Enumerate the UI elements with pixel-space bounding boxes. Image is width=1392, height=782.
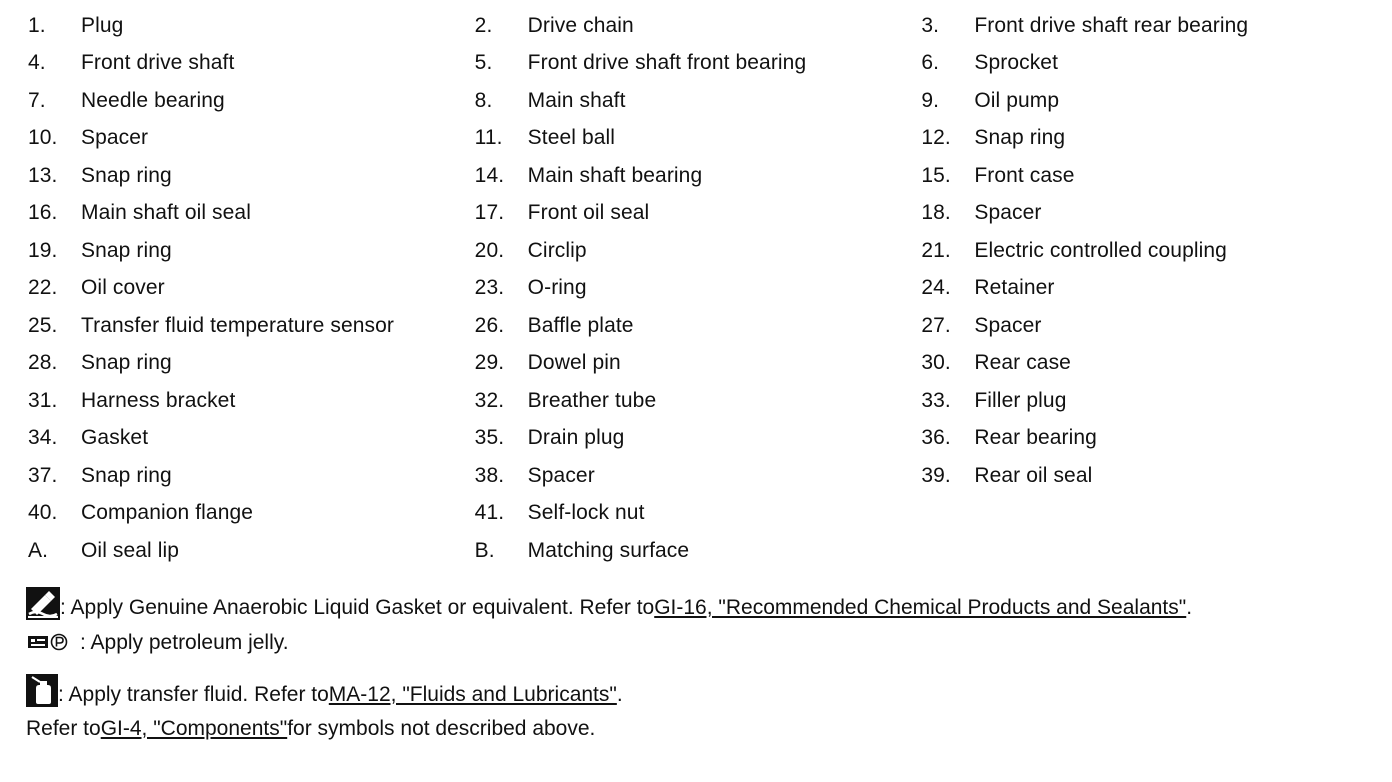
legend-item bbox=[28, 89, 475, 113]
legend-item-label: Front drive shaft rear bearing bbox=[974, 13, 1249, 37]
legend-row bbox=[28, 420, 1368, 458]
legend-item-number: 20. bbox=[474, 238, 505, 262]
legend-item bbox=[28, 201, 475, 225]
legend-item-label: O-ring bbox=[527, 276, 587, 300]
anaerobic-liquid-gasket-icon bbox=[26, 587, 60, 620]
legend-item bbox=[921, 89, 1368, 113]
legend-item-label: Electric controlled coupling bbox=[974, 238, 1227, 262]
legend-item bbox=[475, 276, 922, 300]
legend-item bbox=[921, 276, 1368, 300]
link-ma-12[interactable]: MA-12, "Fluids and Lubricants" bbox=[328, 683, 617, 706]
legend-item bbox=[28, 314, 475, 338]
link-gi-4[interactable]: GI-4, "Components" bbox=[100, 717, 288, 740]
legend-row bbox=[28, 495, 1368, 533]
legend-item-label: Snap ring bbox=[81, 351, 172, 375]
legend-item bbox=[28, 14, 475, 38]
legend-item-number: 35. bbox=[474, 426, 505, 450]
legend-item bbox=[921, 389, 1368, 413]
legend-item bbox=[28, 389, 475, 413]
note-gasket-text: : Apply Genuine Anaerobic Liquid Gasket or equivalent. Refer to bbox=[60, 596, 655, 619]
legend-item bbox=[28, 351, 475, 375]
legend-item bbox=[475, 501, 922, 525]
legend-item-label: Rear oil seal bbox=[974, 463, 1093, 487]
legend-item-label: Rear bearing bbox=[974, 426, 1097, 450]
legend-row bbox=[28, 307, 1368, 345]
legend-item bbox=[921, 126, 1368, 150]
legend-item-number: A. bbox=[28, 538, 49, 562]
legend-item bbox=[475, 89, 922, 113]
symbol-notes bbox=[26, 582, 1366, 741]
legend-item-label: Transfer fluid temperature sensor bbox=[81, 313, 394, 337]
legend-item-number: 12. bbox=[921, 126, 951, 150]
legend-row bbox=[28, 120, 1368, 158]
legend-item-label: Steel ball bbox=[527, 126, 616, 150]
legend-item bbox=[475, 201, 922, 225]
legend-item-number: 9. bbox=[921, 88, 940, 112]
legend-item-number: 38. bbox=[474, 463, 505, 487]
legend-item-number: 22. bbox=[28, 276, 58, 300]
legend-row bbox=[28, 270, 1368, 308]
legend-item bbox=[475, 239, 922, 263]
legend-item-number: 25. bbox=[28, 313, 58, 337]
legend-item-label: Retainer bbox=[974, 276, 1055, 300]
legend-item-label: Oil cover bbox=[81, 276, 165, 300]
note-anaerobic-gasket bbox=[26, 582, 1366, 620]
legend-item-label: Spacer bbox=[974, 201, 1042, 225]
legend-item-number: 23. bbox=[474, 276, 505, 300]
legend-item-number: 13. bbox=[28, 163, 58, 187]
legend-item-number: 14. bbox=[474, 163, 505, 187]
legend-item-label: Front case bbox=[974, 163, 1075, 187]
legend-item-label: Snap ring bbox=[974, 126, 1066, 150]
legend-item-label: Needle bearing bbox=[81, 88, 225, 112]
legend-item-number: 2. bbox=[474, 13, 493, 37]
legend-item bbox=[475, 539, 922, 563]
legend-item-label: Spacer bbox=[974, 313, 1042, 337]
legend-item-number: 15. bbox=[921, 163, 951, 187]
legend-item bbox=[921, 51, 1368, 75]
note-refer-suffix: for symbols not described above. bbox=[287, 717, 596, 740]
legend-item-label: Circlip bbox=[527, 238, 587, 262]
legend-item bbox=[28, 426, 475, 450]
legend-item-label: Rear case bbox=[974, 351, 1071, 375]
legend-item-label: Self-lock nut bbox=[527, 501, 645, 525]
legend-item-number: 8. bbox=[474, 88, 493, 112]
legend-row bbox=[28, 232, 1368, 270]
legend-item-label: Drain plug bbox=[527, 426, 625, 450]
note-refer-prefix: Refer to bbox=[26, 717, 101, 740]
legend-item bbox=[921, 351, 1368, 375]
legend-item bbox=[28, 464, 475, 488]
legend-item-number: 7. bbox=[28, 88, 46, 112]
legend-item-number: 5. bbox=[474, 51, 493, 75]
legend-item-number: 24. bbox=[921, 276, 951, 300]
legend-item-number: 4. bbox=[28, 51, 46, 75]
legend-item-label: Front drive shaft front bearing bbox=[527, 51, 807, 75]
legend-row bbox=[28, 382, 1368, 420]
legend-item-label: Snap ring bbox=[81, 163, 172, 187]
legend-item-label: Drive chain bbox=[527, 13, 634, 37]
legend-item-number: 28. bbox=[28, 351, 58, 375]
note-jelly-text: : Apply petroleum jelly. bbox=[80, 631, 289, 654]
legend-item-label: Plug bbox=[81, 13, 124, 37]
legend-item-label: Dowel pin bbox=[527, 351, 621, 375]
legend-item-label: Harness bracket bbox=[81, 388, 236, 412]
link-gi-16[interactable]: GI-16, "Recommended Chemical Products and Sealants" bbox=[654, 596, 1187, 619]
legend-item bbox=[475, 389, 922, 413]
legend-item bbox=[28, 501, 475, 525]
legend-item-number: 39. bbox=[921, 463, 951, 487]
legend-item bbox=[28, 164, 475, 188]
legend-item-number: 34. bbox=[28, 426, 58, 450]
legend-item bbox=[28, 239, 475, 263]
legend-item bbox=[475, 426, 922, 450]
legend-item-label: Baffle plate bbox=[527, 313, 634, 337]
legend-item-label: Main shaft bbox=[527, 88, 626, 112]
legend-item bbox=[28, 126, 475, 150]
legend-item-label: Breather tube bbox=[527, 388, 657, 412]
legend-item-label: Filler plug bbox=[974, 388, 1067, 412]
legend-item-label: Front oil seal bbox=[527, 201, 650, 225]
legend-item-number: 16. bbox=[28, 201, 58, 225]
legend-item bbox=[28, 539, 475, 563]
legend-item-label: Matching surface bbox=[527, 538, 690, 562]
legend-item-number: 18. bbox=[921, 201, 951, 225]
note-fluid-text: : Apply transfer fluid. Refer to bbox=[58, 683, 329, 706]
petroleum-jelly-icon bbox=[26, 632, 80, 654]
note-transfer-fluid bbox=[26, 667, 1366, 707]
legend-item bbox=[921, 464, 1368, 488]
legend-row bbox=[28, 157, 1368, 195]
legend-item bbox=[921, 201, 1368, 225]
legend-item-label: Snap ring bbox=[81, 238, 172, 262]
legend-item-number: 19. bbox=[28, 238, 58, 262]
legend-item bbox=[921, 164, 1368, 188]
legend-item-number: 17. bbox=[474, 201, 505, 225]
legend-item-label: Oil seal lip bbox=[81, 538, 180, 562]
legend-item-label: Spacer bbox=[527, 463, 595, 487]
legend-item bbox=[475, 126, 922, 150]
legend-item-number: 21. bbox=[921, 238, 951, 262]
legend-item-number: 11. bbox=[474, 126, 503, 150]
transfer-fluid-icon bbox=[26, 674, 58, 707]
legend-item bbox=[921, 239, 1368, 263]
legend-item bbox=[28, 51, 475, 75]
legend-item-number: 30. bbox=[921, 351, 951, 375]
legend-item bbox=[475, 464, 922, 488]
legend-item bbox=[475, 164, 922, 188]
legend-item-label: Gasket bbox=[81, 426, 149, 450]
legend-item-label: Snap ring bbox=[81, 463, 172, 487]
legend-row bbox=[28, 532, 1368, 570]
legend-item-label: Oil pump bbox=[974, 88, 1060, 112]
legend-item-number: 33. bbox=[921, 388, 951, 412]
legend-item-label: Companion flange bbox=[81, 501, 254, 525]
legend-item bbox=[475, 351, 922, 375]
legend-item-number: 27. bbox=[921, 313, 951, 337]
legend-item-label: Spacer bbox=[81, 126, 149, 150]
legend-item bbox=[921, 426, 1368, 450]
legend-row bbox=[28, 82, 1368, 120]
legend-item bbox=[921, 14, 1368, 38]
legend-item-number: 3. bbox=[921, 13, 940, 37]
note-petroleum-jelly bbox=[26, 623, 1366, 663]
legend-item-number: 31. bbox=[28, 388, 58, 412]
legend-item-label: Sprocket bbox=[974, 51, 1059, 75]
legend-item-number: 29. bbox=[474, 351, 505, 375]
legend-item bbox=[475, 51, 922, 75]
note-refer-components bbox=[26, 707, 1366, 741]
legend-item-number: 41. bbox=[474, 501, 505, 525]
note-gasket-suffix: . bbox=[1186, 596, 1193, 619]
legend-row bbox=[28, 7, 1368, 45]
legend-item-number: 32. bbox=[474, 388, 505, 412]
legend-row bbox=[28, 195, 1368, 233]
legend-item-number: 26. bbox=[474, 313, 505, 337]
legend-item-number: 36. bbox=[921, 426, 951, 450]
legend-item-number: B. bbox=[474, 538, 495, 562]
legend-item bbox=[921, 314, 1368, 338]
legend-row bbox=[28, 457, 1368, 495]
parts-legend bbox=[28, 7, 1368, 570]
legend-item-label: Front drive shaft bbox=[81, 51, 235, 75]
legend-item-number: 40. bbox=[28, 501, 58, 525]
legend-item-number: 6. bbox=[921, 51, 940, 75]
legend-item bbox=[475, 14, 922, 38]
legend-item-number: 10. bbox=[28, 126, 58, 150]
legend-item bbox=[475, 314, 922, 338]
legend-row bbox=[28, 45, 1368, 83]
legend-item-label: Main shaft bearing bbox=[527, 163, 703, 187]
legend-row bbox=[28, 345, 1368, 383]
legend-item-label: Main shaft oil seal bbox=[81, 201, 251, 225]
legend-item-number: 1. bbox=[28, 13, 46, 37]
legend-item bbox=[28, 276, 475, 300]
legend-item-number: 37. bbox=[28, 463, 58, 487]
note-fluid-suffix: . bbox=[616, 683, 623, 706]
